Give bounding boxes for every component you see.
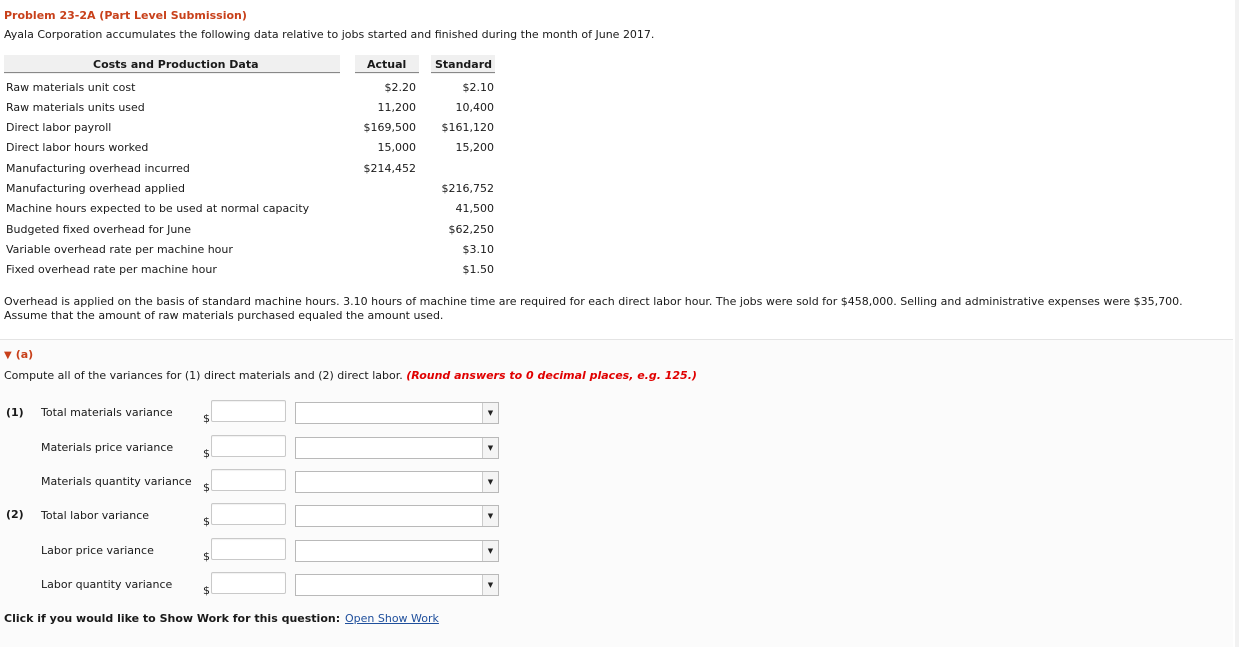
overhead-paragraph: Overhead is applied on the basis of standard machine hours. 3.10 hours of machine time are required for each direct labor hour. The jobs were sold for $458,000. Selling and administrative expenses were $35,700. Assume that the amount of raw materials purchased equaled the amount used. (4, 295, 1183, 322)
dollar-sign: $ (203, 447, 210, 460)
favorable-unfavorable-select[interactable] (295, 437, 499, 459)
header-rule (431, 72, 495, 73)
header-rule (355, 72, 419, 73)
variance-label: Labor quantity variance (41, 578, 173, 591)
table-cell-standard: $62,250 (448, 223, 494, 236)
table-row-label: Manufacturing overhead applied (6, 182, 186, 195)
table-row-label: Direct labor hours worked (6, 141, 149, 154)
triangle-down-icon: ▼ (4, 350, 12, 361)
part-a-toggle[interactable] (4, 348, 33, 361)
table-cell-standard: 15,200 (455, 141, 494, 154)
favorable-unfavorable-select[interactable] (295, 540, 499, 562)
dollar-sign: $ (203, 550, 210, 563)
table-row-label: Budgeted fixed overhead for June (6, 223, 192, 236)
dollar-sign: $ (203, 515, 210, 528)
group-number-labor: (2) (6, 508, 24, 521)
table-row-label: Machine hours expected to be used at normal capacity (6, 202, 310, 215)
dollar-sign: $ (203, 412, 210, 425)
part-a-instruction (4, 369, 697, 382)
open-show-work-link[interactable]: Open Show Work (345, 612, 439, 625)
table-cell-standard: $216,752 (441, 182, 494, 195)
rounding-note: (Round answers to 0 decimal places, e.g. 125.) (406, 369, 697, 382)
table-row-label: Fixed overhead rate per machine hour (6, 263, 217, 276)
header-rule (4, 72, 340, 73)
table-row-label: Manufacturing overhead incurred (6, 162, 190, 175)
table-cell-standard: $2.10 (462, 81, 494, 94)
part-a-label: (a) (15, 348, 34, 361)
variance-amount-input[interactable] (211, 538, 286, 560)
favorable-unfavorable-select[interactable] (295, 574, 499, 596)
favorable-unfavorable-select[interactable] (295, 402, 499, 424)
variance-label: Materials price variance (41, 441, 174, 454)
variance-amount-input[interactable] (211, 572, 286, 594)
table-cell-actual: $214,452 (363, 162, 416, 175)
dollar-sign: $ (203, 584, 210, 597)
variance-label: Total labor variance (41, 509, 150, 522)
group-number-materials: (1) (6, 406, 24, 419)
variance-label: Materials quantity variance (41, 475, 192, 488)
header-actual: Actual (367, 58, 407, 71)
variance-label: Total materials variance (41, 406, 173, 419)
favorable-unfavorable-select[interactable] (295, 505, 499, 527)
section-divider (0, 339, 1233, 340)
problem-title: Problem 23-2A (Part Level Submission) (4, 9, 247, 22)
dropdown-arrow-icon[interactable]: ▼ (482, 472, 498, 492)
table-row-label: Raw materials unit cost (6, 81, 136, 94)
dropdown-arrow-icon[interactable]: ▼ (482, 403, 498, 423)
table-cell-actual: 11,200 (377, 101, 416, 114)
part-a-section (0, 339, 1233, 647)
variance-amount-input[interactable] (211, 400, 286, 422)
dropdown-arrow-icon[interactable]: ▼ (482, 575, 498, 595)
table-cell-standard: $161,120 (441, 121, 494, 134)
dropdown-arrow-icon[interactable]: ▼ (482, 506, 498, 526)
variance-amount-input[interactable] (211, 503, 286, 525)
variance-amount-input[interactable] (211, 435, 286, 457)
table-cell-standard: $3.10 (462, 243, 494, 256)
table-cell-standard: $1.50 (462, 263, 494, 276)
right-edge-bar (1235, 0, 1239, 647)
header-costs-production: Costs and Production Data (93, 58, 259, 71)
table-row-label: Raw materials units used (6, 101, 145, 114)
table-row-label: Variable overhead rate per machine hour (6, 243, 233, 256)
variance-label: Labor price variance (41, 544, 154, 557)
table-cell-actual: $2.20 (384, 81, 416, 94)
table-row-label: Direct labor payroll (6, 121, 112, 134)
table-cell-standard: 41,500 (455, 202, 494, 215)
show-work-prompt: Click if you would like to Show Work for this question: (4, 612, 341, 625)
header-standard: Standard (435, 58, 493, 71)
problem-intro: Ayala Corporation accumulates the following data relative to jobs started and finished during the month of June 2017. (4, 28, 655, 41)
favorable-unfavorable-select[interactable] (295, 471, 499, 493)
dropdown-arrow-icon[interactable]: ▼ (482, 541, 498, 561)
table-cell-actual: $169,500 (363, 121, 416, 134)
table-cell-standard: 10,400 (455, 101, 494, 114)
dollar-sign: $ (203, 481, 210, 494)
dropdown-arrow-icon[interactable]: ▼ (482, 438, 498, 458)
variance-amount-input[interactable] (211, 469, 286, 491)
instruction-text: Compute all of the variances for (1) direct materials and (2) direct labor. (4, 369, 403, 382)
table-cell-actual: 15,000 (377, 141, 416, 154)
